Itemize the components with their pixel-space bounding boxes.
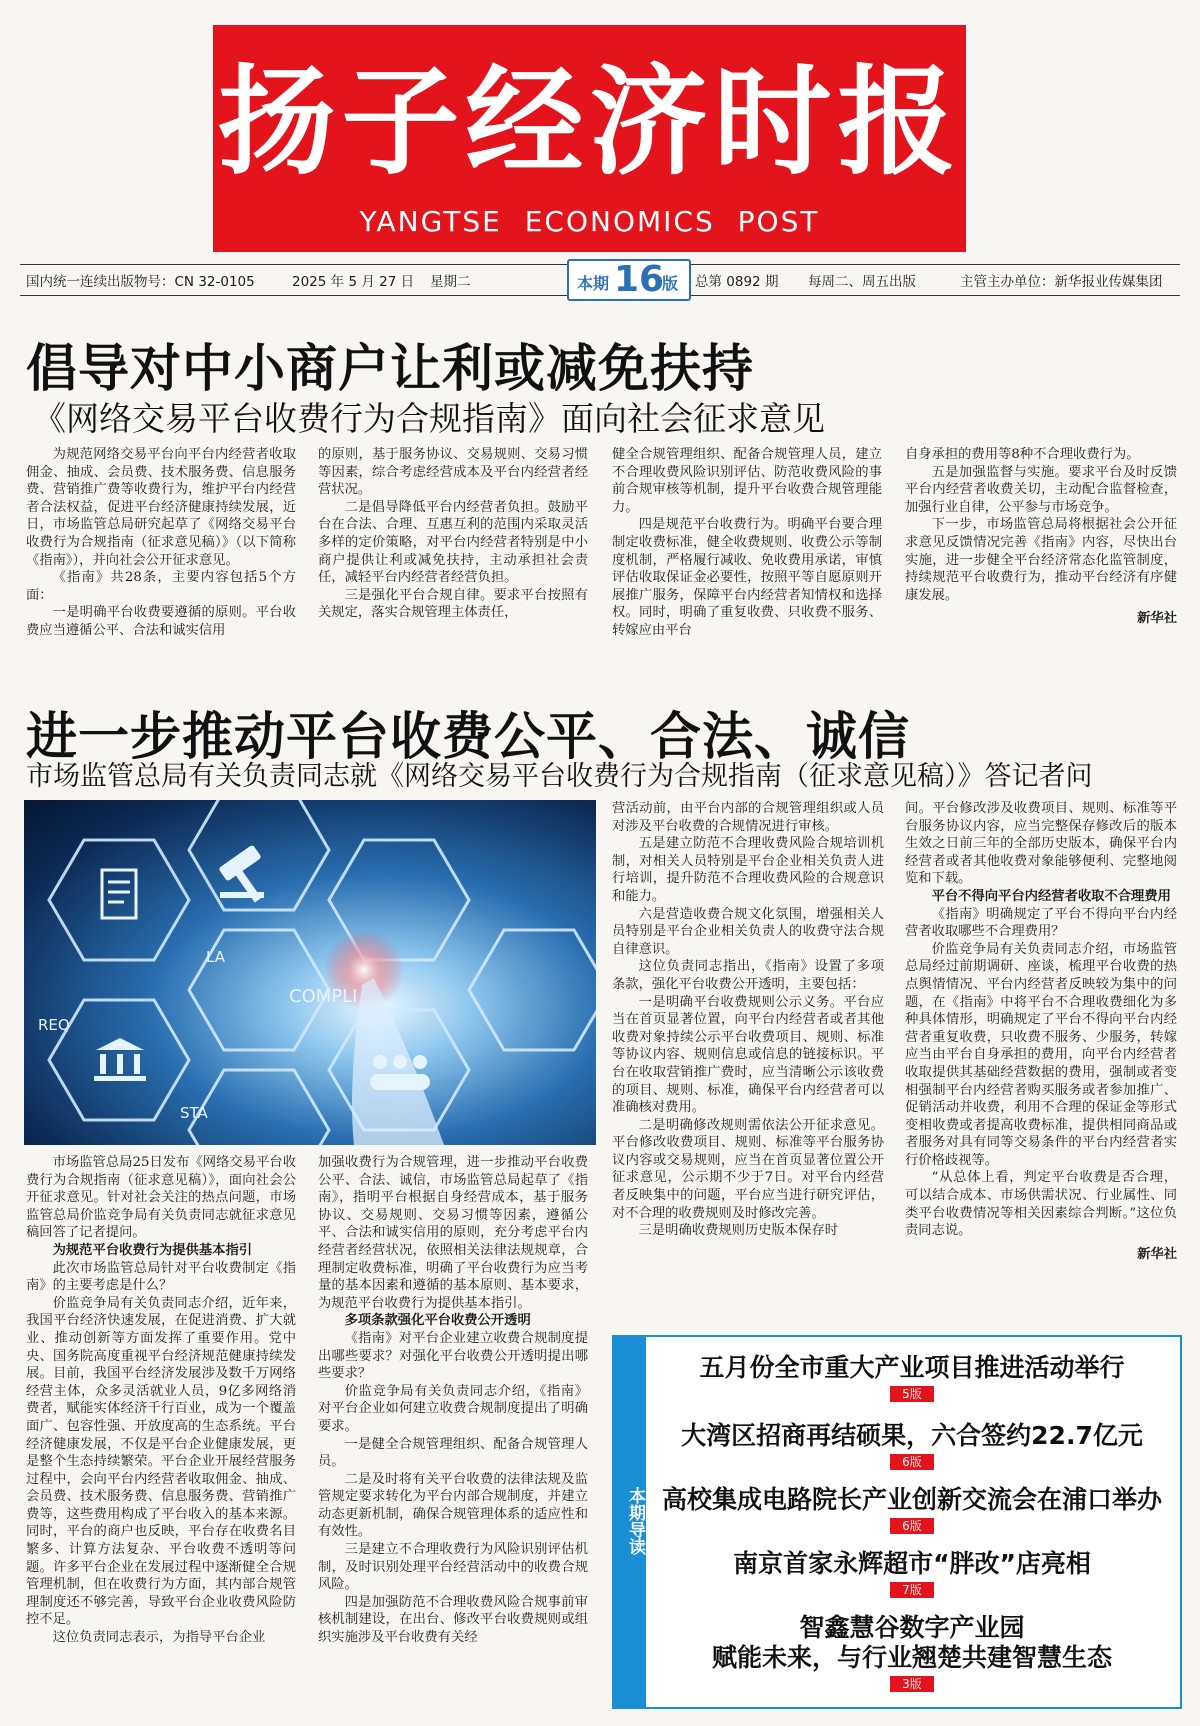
issue-pages-badge xyxy=(567,259,691,301)
article2-headline: 进一步推动平台收费公平、合法、诚信 xyxy=(26,708,911,767)
article2-column-2 xyxy=(318,1154,588,1705)
paragraph: 二是及时将有关平台收费的法律法规及监管规定要求转化为平台内部合规制度，并建立动态更新机制，确保合规管理体系的适应性和有效性。 xyxy=(318,1471,588,1540)
article2-byline: 新华社 xyxy=(1137,1246,1177,1262)
guide-item[interactable] xyxy=(652,1485,1172,1534)
serial-number: 国内统一连续出版物号：CN 32-0105 xyxy=(26,274,255,290)
publisher: 主管主办单位：新华报业传媒集团 xyxy=(960,274,1163,290)
paragraph: 自身承担的费用等8种不合理收费行为。 xyxy=(905,447,1140,462)
article2-subhead: 市场监管总局有关负责同志就《网络交易平台收费行为合规指南（征求意见稿）》答记者问 xyxy=(26,761,1093,792)
guide-item-title: 智鑫慧谷数字产业园 xyxy=(799,1613,1025,1642)
guide-item-title: 南京首家永辉超市“胖改”店亮相 xyxy=(733,1549,1091,1578)
guide-item-page: 6版 xyxy=(890,1518,934,1534)
guide-item-title: 大湾区招商再结硕果，六合签约22.7亿元 xyxy=(681,1421,1143,1450)
weekday: 星期二 xyxy=(430,274,471,290)
masthead-subtitle: YANGTSE ECONOMICS POST xyxy=(359,205,820,238)
masthead-title: 扬子经济时报 xyxy=(217,53,962,191)
paragraph: 三是明确收费规则历史版本保存时 xyxy=(638,1223,839,1239)
paragraph: 加强收费行为合规管理，进一步推动平台收费公平、合法、诚信，市场监管总局起草了《指南》，指明平台根据自身经营成本，基于服务协议、交易规则、交易习惯等因素，遵循公平、合法和诚实信用的原则，充分考虑平台内经营者经营状况，依照相关法律法规规章，合理制定收费标准，明确了平台收费行为应当考量的基本因素和遵循的基本原则、基本要求，为规范平台收费行为提供基本指引。 xyxy=(318,1155,588,1311)
section-heading: 平台不得向平台内经营者收取不合理费用 xyxy=(931,888,1171,904)
paragraph: 四是加强防范不合理收费风险合规事前审核机制建设，在出台、修改平台收费规则或组织实施涉及平台收费有关经 xyxy=(318,1594,588,1646)
paragraph: 健全合规管理组织、配备合规管理人员，建立不合理收费风险识别评估、防范收费风险的事前合规审核等机制，提升平台收费合规管理能力。 xyxy=(612,447,882,515)
paragraph: 三是强化平台合规自律。要求平台按照有关规定，落实合规管理主体责任， xyxy=(318,587,588,621)
paragraph: 的原则，基于服务协议、交易规则、交易习惯等因素，综合考虑经营成本及平台内经营者经营状况。 xyxy=(318,447,588,498)
article1-column-3 xyxy=(612,446,882,658)
paragraph: 一是明确平台收费规则公示义务。平台应当在首页显著位置，向平台内经营者或者其他收费对象持续公示平台收费项目、规则、标准等协议内容、规则信息或信息的链接标识。平台在收取营销推广费时，应当清晰公示该收费的项目、规则、标准，确保平台内经营者可以准确核对费用。 xyxy=(612,994,884,1116)
guide-item-page: 7版 xyxy=(890,1582,934,1598)
paragraph: 《指南》共28条，主要内容包括5个方面： xyxy=(26,570,296,603)
guide-item-page: 6版 xyxy=(890,1454,934,1470)
paragraph: 二是明确修改规则需依法公开征求意见。平台修改收费项目、规则、标准等平台服务协议内容或交易规则，应当在首页显著位置公开征求意见，公示期不少于7日。对平台内经营者反映集中的问题，平台应当进行研究评估，对不合理的收费规则及时修改完善。 xyxy=(612,1117,884,1221)
paragraph: 间。平台修改涉及收费项目、规则、标准等平台服务协议内容，应当完整保存修改后的版本生效之日前三年的全部历史版本，确保平台内经营者或者其他收费对象能够便利、完整地阅览和下载。 xyxy=(905,801,1177,887)
photo-label: LA xyxy=(206,948,225,966)
compliance-hexagons-illustration xyxy=(24,800,596,1145)
total-issue: 总第 0892 期 xyxy=(695,274,779,290)
article1-column-4 xyxy=(905,446,1177,658)
issue-page-count: 16 xyxy=(614,259,665,300)
paragraph: 《指南》明确规定了平台不得向平台内经营者收取哪些不合理费用？ xyxy=(905,906,1177,940)
info-bar xyxy=(20,259,1180,300)
guide-item-title: 五月份全市重大产业项目推进活动举行 xyxy=(699,1353,1125,1382)
guide-item[interactable] xyxy=(652,1549,1172,1598)
guide-item-title: 高校集成电路院长产业创新交流会在浦口举办 xyxy=(661,1485,1162,1514)
article1-subhead: 《网络交易平台收费行为合规指南》面向社会征求意见 xyxy=(33,399,825,438)
article2-column-1 xyxy=(26,1154,296,1705)
paragraph: 这位负责同志表示，为指导平台企业 xyxy=(52,1630,266,1646)
issue-suffix: 版 xyxy=(662,274,679,293)
paragraph: 五是加强监督与实施。要求平台及时反馈平台内经营者收费关切，主动配合监督检查，加强行业自律，公平参与市场竞争。 xyxy=(905,464,1177,515)
paragraph: 一是健全合规管理组织、配备合规管理人员。 xyxy=(318,1436,588,1470)
paragraph: 营活动前，由平台内部的合规管理组织或人员对涉及平台收费的合规情况进行审核。 xyxy=(612,801,884,834)
paragraph: 这位负责同志指出，《指南》设置了多项条款，强化平台收费公开透明，主要包括： xyxy=(612,959,884,992)
issue-guide-sidebar xyxy=(614,1337,646,1707)
paragraph: 此次市场监管总局针对平台收费制定《指南》的主要考虑是什么？ xyxy=(26,1260,296,1294)
issue-guide-box xyxy=(612,1335,1182,1709)
article1-byline: 新华社 xyxy=(1137,611,1177,627)
paragraph: 《指南》对平台企业建立收费合规制度提出哪些要求？对强化平台收费公开透明提出哪些要求？ xyxy=(318,1330,588,1382)
photo-label: REQ xyxy=(38,1016,70,1034)
paragraph: 六是营造收费合规文化氛围，增强相关人员特别是平台企业相关负责人的收费守法合规自律意识。 xyxy=(612,906,884,957)
section-heading: 为规范平台收费行为提供基本指引 xyxy=(52,1242,253,1258)
paragraph: 二是倡导降低平台内经营者负担。鼓励平台在合法、合理、互惠互利的范围内采取灵活多样的定价策略，对平台内经营者特别是中小商户提供让利或减免扶持，主动承担社会责任，减轻平台内经营者经营负担。 xyxy=(318,499,588,586)
article2-column-4 xyxy=(905,800,1177,1326)
gavel-icon xyxy=(218,844,264,902)
section-heading: 多项条款强化平台收费公开透明 xyxy=(344,1313,531,1329)
paragraph: 三是建立不合理收费行为风险识别评估机制，及时识别处理平台经营活动中的收费合规风险。 xyxy=(318,1542,588,1593)
paragraph: 下一步，市场监管总局将根据社会公开征求意见反馈情况完善《指南》内容，尽快出台实施，进一步健全平台经济常态化监管制度，持续规范平台收费行为，推动平台经济有序健康发展。 xyxy=(905,517,1177,603)
paragraph: 市场监管总局25日发布《网络交易平台收费行为合规指南（征求意见稿）》，面向社会公开征求意见。针对社会关注的热点问题，市场监管总局价监竞争局有关负责同志就征求意见稿回答了记者提问。 xyxy=(26,1155,296,1241)
guide-item[interactable] xyxy=(652,1613,1172,1692)
paragraph: “从总体上看，判定平台收费是否合理，可以结合成本、市场供需状况、行业属性、同类平台收费情况等相关因素综合判断。”这位负责同志说。 xyxy=(905,1170,1177,1239)
paragraph: 价监竞争局有关负责同志介绍，市场监管总局经过前期调研、座谈，梳理平台收费的热点舆情情况、平台内经营者反映较为集中的问题，在《指南》中将平台不合理收费细化为多种具体情形，明确规定了平台不得向平台内经营者重复收费，只收费不服务、少服务，转嫁应当由平台自身承担的费用，向平台内经营者收取提供其基础经营数据的费用，强制或者变相强制平台内经营者购买服务或者参加推广、促销活动并收费，利用不合理的保证金等形式变相收费或者提高收费标准，提供相同商品或者服务对具有同等交易条件的平台内经营者实行价格歧视等。 xyxy=(905,941,1177,1168)
guide-item-page: 5版 xyxy=(890,1386,934,1402)
article1-headline: 倡导对中小商户让利或减免扶持 xyxy=(26,340,755,399)
paragraph: 价监竞争局有关负责同志介绍，近年来，我国平台经济快速发展，在促进消费、扩大就业、推动创新等方面发挥了重要作用。党中央、国务院高度重视平台经济规范健康持续发展。目前，我国平台经济发展涉及数千万网络经营主体，众多灵活就业人员，9亿多网络消费者，赋能实体经济千行百业，成为一个覆盖面广、包容性强、开放度高的生态系统。平台经济健康发展，不仅是平台企业健康发展，更是整个生态持续繁荣。平台企业开展经营服务过程中，会向平台内经营者收取佣金、抽成、会员费、技术服务费、信息服务费、营销推广费等，这些费用构成了平台收入的基本来源。同时，平台的商户也反映，平台存在收费名目繁多、计算方法复杂、平台收费不透明等问题。许多平台企业在发展过程中逐渐健全合规管理机制，但在收费行为方面，其内部合规管理制度还不够完善，导致平台企业收费风险防控不足。 xyxy=(26,1295,296,1628)
issue-date: 2025 年 5 月 27 日 xyxy=(292,274,415,290)
article2-column-3 xyxy=(612,800,884,1326)
paragraph: 价监竞争局有关负责同志介绍，《指南》对平台企业如何建立收费合规制度提出了明确要求。 xyxy=(318,1383,588,1434)
masthead xyxy=(213,25,966,252)
guide-item-title-line2: 赋能未来，与行业翘楚共建智慧生态 xyxy=(711,1643,1112,1672)
issue-prefix: 本期 xyxy=(577,274,610,293)
article1-column-2 xyxy=(318,446,588,658)
bank-icon xyxy=(94,1038,146,1081)
paragraph: 一是明确平台收费要遵循的原则。平台收费应当遵循公平、合法和诚实信用 xyxy=(26,605,296,638)
paragraph: 四是规范平台收费行为。明确平台要合理制定收费标准，健全收费规则、收费公示等制度机制，严格履行减收、免收费用承诺，审慎评估收取保证金必要性，按照平等自愿原则开展推广服务，保障平台内经营者知情权和选择权。同时，明确了重复收费、只收费不服务、转嫁应由平台 xyxy=(612,517,882,638)
issue-guide-label: 本期导读 xyxy=(625,1487,645,1555)
guide-item[interactable] xyxy=(652,1353,1172,1402)
compliance-photo xyxy=(24,800,596,1145)
guide-item-page: 3版 xyxy=(890,1676,934,1692)
article1-column-1 xyxy=(26,446,296,658)
photo-label: COMPLI xyxy=(289,986,358,1007)
photo-label: STA xyxy=(180,1104,208,1122)
document-icon xyxy=(102,870,136,918)
guide-item[interactable] xyxy=(652,1421,1172,1470)
paragraph: 五是建立防范不合理收费风险合规培训机制，对相关人员特别是平台企业相关负责人进行培训，提升防范不合理收费风险的合规意识和能力。 xyxy=(612,836,884,904)
paragraph: 为规范网络交易平台向平台内经营者收取佣金、抽成、会员费、技术服务费、信息服务费、营销推广费等收费行为，维护平台内经营者合法权益，促进平台经济健康持续发展，近日，市场监管总局研究起草了《网络交易平台收费行为合规指南（征求意见稿）》（以下简称《指南》），并向社会公开征求意见。 xyxy=(26,447,296,568)
frequency: 每周二、周五出版 xyxy=(808,274,916,290)
